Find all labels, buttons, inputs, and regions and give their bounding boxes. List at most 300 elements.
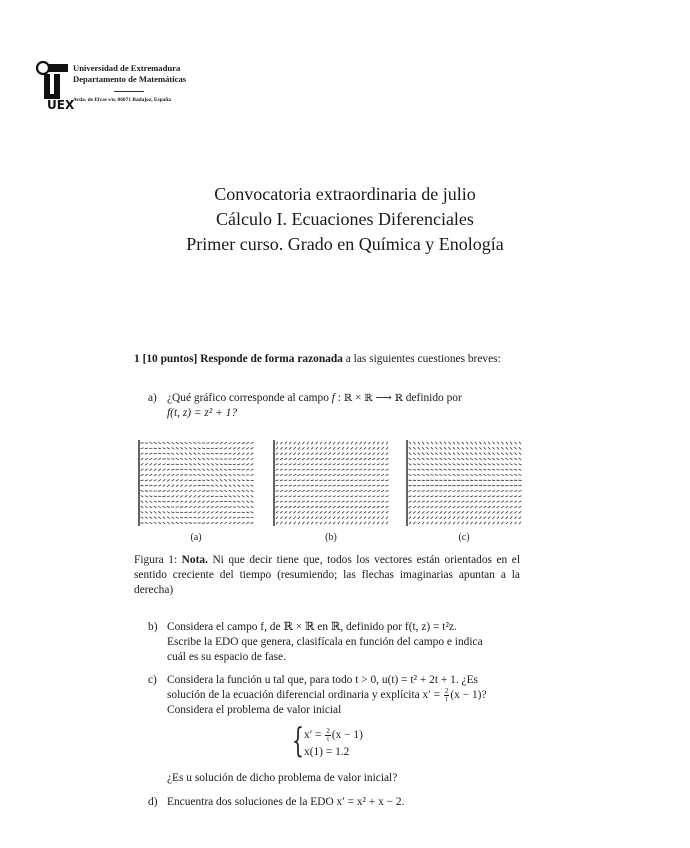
field-segment [413, 475, 416, 476]
field-segment [280, 458, 283, 460]
field-segment [461, 475, 464, 476]
field-segment [363, 474, 366, 475]
field-segment [311, 453, 313, 455]
field-segment [306, 496, 309, 497]
field-segment [280, 511, 282, 513]
field-segment [435, 442, 437, 444]
field-segment [224, 464, 227, 465]
field-segment [453, 469, 456, 470]
field-segment [229, 442, 232, 444]
field-segment [311, 506, 314, 508]
field-segment [333, 453, 335, 455]
field-segment [229, 447, 232, 449]
field-segment [497, 511, 499, 513]
field-segment [302, 490, 305, 491]
field-segment [224, 496, 227, 497]
field-segment [444, 453, 446, 455]
field-segment [466, 506, 469, 508]
field-segment [373, 447, 375, 449]
field-segment [324, 485, 327, 486]
field-segment [149, 517, 152, 519]
field-segment [351, 453, 353, 455]
field-segment [359, 453, 361, 455]
field-segment [242, 480, 245, 481]
field-segment [333, 458, 336, 460]
field-segment [501, 464, 504, 466]
field-segment [342, 464, 345, 465]
field-segment [448, 506, 451, 508]
field-segment [453, 522, 455, 524]
field-segment [453, 447, 455, 449]
field-segment [280, 506, 283, 508]
field-segment [479, 447, 481, 449]
field-segment [145, 506, 148, 508]
field-segment [422, 442, 424, 444]
field-segment [211, 463, 214, 465]
field-segment [176, 447, 179, 449]
field-segment [180, 464, 183, 465]
field-segment [158, 522, 161, 524]
field-segment [413, 511, 415, 513]
field-segment [176, 495, 179, 497]
field-segment [453, 442, 455, 444]
field-segment [413, 522, 415, 524]
field-segment [242, 490, 245, 492]
field-segment [280, 490, 283, 491]
field-segment [368, 453, 370, 455]
field-segment [474, 475, 477, 476]
field-segment [355, 480, 358, 481]
field-segment [488, 501, 491, 503]
field-segment [355, 490, 358, 491]
field-segment [233, 495, 236, 497]
field-segment [457, 511, 459, 513]
field-segment [364, 447, 366, 449]
field-segment [382, 522, 384, 525]
field-segment [492, 447, 494, 449]
field-segment [319, 480, 322, 481]
field-segment [497, 447, 499, 449]
field-segment [444, 496, 447, 497]
field-segment [346, 501, 349, 502]
field-segment [150, 511, 153, 513]
field-segment [501, 447, 503, 449]
field-segment [497, 522, 499, 524]
field-segment [158, 469, 161, 471]
field-segment [466, 501, 469, 503]
field-segment [215, 506, 218, 508]
field-segment [386, 506, 389, 508]
field-segment [311, 490, 314, 491]
field-segment [171, 459, 174, 460]
field-segment [426, 447, 428, 449]
field-segment [444, 511, 446, 513]
field-segment [505, 501, 508, 503]
field-segment [172, 485, 175, 487]
field-segment [346, 496, 349, 497]
field-segment [306, 458, 309, 460]
field-segment [280, 522, 282, 525]
field-segment [158, 459, 161, 460]
field-segment [158, 511, 161, 513]
field-segment [242, 469, 245, 470]
field-segment [515, 522, 517, 524]
field-segment [145, 523, 148, 524]
field-segment [229, 479, 232, 481]
field-segment [440, 447, 442, 449]
field-segment [448, 501, 451, 503]
field-segment [351, 511, 353, 513]
field-segment [320, 522, 322, 525]
field-segment [386, 458, 389, 460]
field-segment [496, 491, 499, 492]
field-segment [229, 517, 232, 519]
field-segment [418, 442, 420, 444]
title-line-2: Cálculo I. Ecuaciones Diferenciales [216, 209, 474, 229]
field-segment [413, 501, 416, 503]
field-segment [276, 447, 278, 449]
field-segment [506, 458, 509, 460]
field-segment [242, 506, 245, 507]
field-segment [171, 517, 174, 519]
field-segment [457, 522, 459, 524]
field-segment [242, 517, 245, 518]
field-segment [141, 501, 144, 503]
field-segment [284, 485, 287, 486]
field-segment [435, 506, 438, 508]
field-segment [158, 501, 161, 502]
field-segment [185, 495, 188, 497]
field-segment [311, 517, 313, 519]
field-segment [180, 517, 183, 518]
field-segment [185, 453, 188, 455]
field-segment [497, 464, 500, 466]
field-segment [470, 496, 473, 497]
field-segment [158, 479, 161, 481]
eq1-frac-den: t [327, 735, 330, 743]
field-segment [470, 453, 472, 455]
field-segment [449, 442, 451, 444]
field-segment [448, 496, 451, 497]
field-segment [180, 475, 183, 476]
field-segment [224, 512, 227, 514]
field-segment [215, 501, 218, 502]
field-segment [302, 458, 305, 460]
field-segment [163, 469, 166, 471]
field-segment [483, 501, 486, 503]
field-segment [355, 485, 358, 486]
field-segment [211, 496, 214, 497]
field-segment [346, 517, 348, 519]
field-segment [141, 490, 144, 491]
field-segment [328, 480, 331, 481]
field-segment [233, 479, 236, 481]
field-segment [246, 506, 249, 508]
field-segment [198, 474, 201, 475]
field-segment [154, 463, 157, 465]
field-segment [413, 458, 416, 460]
field-segment [346, 453, 348, 455]
field-segment [202, 448, 205, 449]
field-segment [346, 490, 349, 491]
field-segment [409, 506, 412, 508]
field-segment [483, 475, 486, 476]
field-segment [426, 458, 429, 460]
field-segment [193, 512, 196, 513]
field-segment [381, 506, 384, 508]
field-segment [333, 522, 335, 525]
field-segment [373, 511, 375, 513]
field-segment [363, 490, 366, 491]
field-segment [233, 490, 236, 492]
field-segment [140, 485, 143, 486]
field-segment [413, 442, 415, 444]
field-segment [220, 442, 223, 444]
field-segment [381, 464, 384, 465]
field-segment [501, 453, 503, 455]
field-segment [172, 522, 175, 524]
field-segment [518, 491, 521, 492]
field-segment [466, 453, 468, 455]
field-segment [475, 469, 478, 470]
field-segment [220, 474, 223, 476]
field-segment [315, 453, 317, 455]
field-segment [440, 517, 442, 519]
field-segment [284, 464, 287, 465]
field-segment [246, 480, 249, 481]
field-segment [492, 458, 495, 460]
field-segment [346, 469, 349, 470]
field-segment [289, 511, 291, 513]
field-segment [285, 453, 287, 455]
field-segment [452, 491, 455, 492]
field-segment [275, 485, 278, 486]
field-segment [377, 480, 380, 481]
field-segment [514, 517, 516, 519]
field-segment [408, 491, 411, 492]
item-a-arrow: ⟶ [372, 392, 395, 404]
field-segment [372, 474, 375, 475]
field-segment [220, 453, 223, 454]
field-segment [342, 506, 345, 508]
field-segment [350, 474, 353, 475]
item-a-times: × [352, 392, 365, 404]
field-segment [333, 442, 335, 445]
question-points: [10 puntos] [142, 353, 198, 365]
field-segment [385, 480, 388, 481]
field-segment [474, 491, 477, 492]
field-segment [220, 479, 223, 481]
field-segment [409, 517, 411, 519]
field-segment [216, 517, 219, 519]
field-segment [368, 442, 370, 445]
field-segment [228, 501, 231, 502]
field-segment [276, 469, 279, 470]
field-segment [506, 453, 508, 455]
field-segment [293, 453, 295, 455]
field-segment [315, 469, 318, 470]
field-segment [381, 496, 384, 497]
field-segment [492, 453, 494, 455]
field-segment [250, 475, 253, 476]
header-rule [114, 91, 144, 92]
field-segment [510, 464, 513, 466]
field-segment [333, 474, 336, 475]
field-segment [350, 469, 353, 470]
field-segment [298, 442, 300, 445]
field-segment [207, 522, 210, 523]
field-segment [457, 447, 459, 449]
field-segment [251, 458, 254, 460]
field-segment [180, 490, 183, 492]
field-segment [302, 496, 305, 497]
field-segment [364, 469, 367, 470]
field-segment [229, 485, 232, 487]
field-segment [176, 453, 179, 455]
field-segment [427, 522, 429, 524]
field-segment [435, 469, 438, 470]
field-segment [497, 469, 500, 470]
field-segment [372, 469, 375, 470]
field-segment [289, 501, 292, 502]
field-segment [475, 458, 478, 460]
field-segment [280, 447, 282, 449]
field-segment [216, 479, 219, 481]
field-segment [386, 464, 389, 465]
field-segment [431, 469, 434, 470]
field-segment [470, 501, 473, 503]
field-segment [224, 485, 227, 487]
field-segment [435, 522, 437, 524]
eq1-fraction [325, 728, 331, 743]
field-segment [289, 522, 291, 525]
field-segment [145, 469, 148, 471]
field-segment [413, 496, 416, 497]
field-segment [184, 517, 187, 518]
field-segment [220, 506, 223, 507]
field-segment [377, 511, 379, 513]
field-segment [141, 506, 144, 508]
field-segment [276, 517, 278, 519]
field-segment [158, 485, 161, 487]
eq1-end: (x − 1) [331, 729, 363, 742]
field-segment [510, 475, 513, 476]
field-segment [198, 490, 201, 491]
field-segment [149, 501, 152, 503]
field-segment [417, 464, 420, 466]
department-name: Departamento de Matemáticas [73, 74, 187, 84]
field-segment [302, 447, 304, 449]
field-segment [501, 475, 504, 476]
field-segment [167, 507, 170, 508]
field-segment [233, 453, 236, 455]
field-segment [285, 522, 287, 525]
field-segment [207, 506, 210, 508]
field-segment [368, 506, 371, 508]
field-segment [510, 469, 513, 470]
field-segment [426, 501, 429, 503]
field-segment [298, 496, 301, 497]
field-segment [350, 501, 353, 502]
field-segment [189, 447, 192, 449]
field-segment [211, 469, 214, 471]
field-segment [483, 491, 486, 492]
field-segment [360, 442, 362, 445]
field-segment [167, 490, 170, 492]
field-segment [413, 447, 415, 449]
field-segment [242, 495, 245, 497]
field-segment [306, 506, 309, 508]
question-1-intro [134, 352, 520, 367]
field-segment [176, 474, 179, 475]
field-segment [368, 496, 371, 497]
field-segment [453, 511, 455, 513]
field-segment [193, 506, 196, 508]
field-segment [448, 511, 450, 513]
field-segment [355, 501, 358, 502]
field-segment [466, 475, 469, 476]
field-segment [346, 480, 349, 481]
field-segment [510, 442, 512, 444]
field-segment [470, 491, 473, 492]
field-segment [435, 447, 437, 449]
field-segment [193, 490, 196, 492]
field-segment [359, 496, 362, 497]
field-segment [355, 464, 358, 465]
field-segment [140, 480, 143, 481]
item-a-label: a) [148, 392, 157, 404]
frac-num: 2 [444, 687, 449, 695]
field-segment [444, 442, 446, 444]
field-segment [250, 517, 253, 518]
field-segment [519, 501, 522, 503]
field-segment [409, 496, 412, 497]
field-segment [479, 511, 481, 513]
field-segment [302, 501, 305, 502]
field-segment [488, 496, 491, 497]
field-segment [355, 453, 357, 455]
field-segment [242, 501, 245, 503]
item-a-text-start: ¿Qué gráfico corresponde al campo [167, 392, 329, 404]
field-segment [333, 490, 336, 491]
field-segment [320, 464, 323, 465]
field-segment [149, 485, 152, 486]
field-segment [484, 447, 486, 449]
field-segment [337, 480, 340, 481]
field-segment [483, 464, 486, 466]
field-segment [224, 479, 227, 481]
field-segment [346, 506, 349, 508]
field-segment [202, 453, 205, 455]
field-segment [198, 485, 201, 486]
field-segment [172, 447, 175, 449]
field-segment [198, 506, 201, 508]
field-segment [141, 448, 144, 449]
field-segment [386, 501, 389, 502]
field-segment [492, 511, 494, 513]
field-segment [276, 511, 278, 513]
field-segment [145, 463, 148, 465]
field-segment [284, 506, 287, 508]
field-segment [382, 442, 384, 445]
field-segment [180, 447, 183, 449]
field-segment [368, 501, 371, 502]
field-segment [242, 485, 245, 487]
field-segment [364, 453, 366, 455]
item-c-label: c) [148, 674, 157, 686]
field-segment [426, 475, 429, 476]
field-segment [381, 453, 383, 455]
